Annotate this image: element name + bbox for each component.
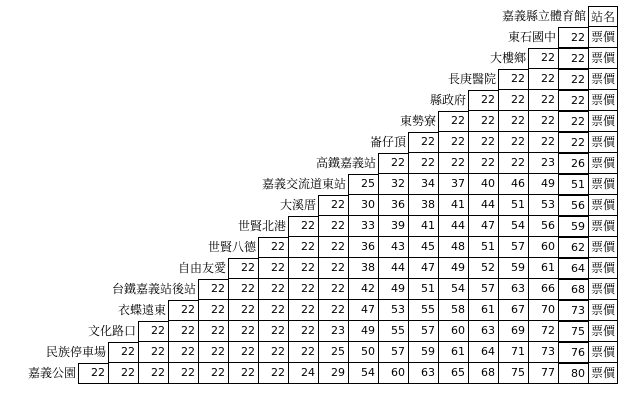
fare-cell: 65	[438, 363, 468, 384]
cell-top-border	[438, 111, 468, 112]
station-name: 高鐵嘉義站	[315, 156, 376, 170]
station-name: 東勢寮	[399, 114, 436, 128]
cell-top-border	[78, 363, 108, 364]
fare-cell: 22	[258, 237, 288, 258]
fare-cell: 25	[318, 342, 348, 363]
fare-cell: 22	[498, 132, 528, 153]
fare-cell: 61	[438, 342, 468, 363]
fare-cell: 22	[558, 111, 588, 132]
fare-cell: 22	[558, 48, 588, 69]
fare-cell: 22	[438, 153, 468, 174]
fare-cell: 49	[378, 279, 408, 300]
fare-cell: 51	[408, 279, 438, 300]
fare-cell: 75	[558, 321, 588, 342]
row-label: 票價	[588, 111, 618, 132]
cell-top-border	[258, 237, 288, 238]
row-label: 票價	[588, 27, 618, 48]
fare-cell: 22	[498, 90, 528, 111]
fare-cell: 22	[288, 216, 318, 237]
fare-cell: 22	[318, 237, 348, 258]
fare-cell: 22	[288, 300, 318, 321]
fare-cell: 22	[258, 321, 288, 342]
fare-cell: 22	[468, 153, 498, 174]
cell-top-border	[168, 300, 198, 301]
fare-cell: 62	[558, 237, 588, 258]
cell-top-border	[318, 195, 348, 196]
fare-cell: 22	[198, 363, 228, 384]
station-name: 台鐵嘉義站後站	[111, 282, 196, 296]
fare-cell: 22	[78, 363, 108, 384]
fare-cell: 22	[318, 216, 348, 237]
fare-cell: 29	[318, 363, 348, 384]
fare-cell: 22	[558, 27, 588, 48]
row-label: 票價	[588, 69, 618, 90]
row-label: 票價	[588, 90, 618, 111]
fare-cell: 25	[348, 174, 378, 195]
fare-cell: 22	[318, 279, 348, 300]
fare-cell: 40	[468, 174, 498, 195]
fare-cell: 67	[498, 300, 528, 321]
fare-cell: 22	[198, 342, 228, 363]
fare-cell: 57	[408, 321, 438, 342]
fare-cell: 49	[528, 174, 558, 195]
row-label: 票價	[588, 363, 618, 384]
fare-cell: 44	[468, 195, 498, 216]
fare-cell: 22	[228, 300, 258, 321]
fare-cell: 22	[288, 237, 318, 258]
fare-cell: 57	[378, 342, 408, 363]
fare-cell: 23	[528, 153, 558, 174]
fare-cell: 61	[528, 258, 558, 279]
fare-cell: 66	[528, 279, 558, 300]
fare-cell: 34	[408, 174, 438, 195]
station-name: 崙仔頂	[369, 135, 406, 149]
fare-cell: 33	[348, 216, 378, 237]
cell-top-border	[468, 90, 498, 91]
fare-cell: 22	[288, 342, 318, 363]
fare-cell: 24	[288, 363, 318, 384]
row-label: 票價	[588, 258, 618, 279]
fare-cell: 72	[528, 321, 558, 342]
station-name: 嘉義縣立體育館	[501, 9, 586, 23]
fare-cell: 80	[558, 363, 588, 384]
fare-cell: 22	[228, 342, 258, 363]
fare-cell: 73	[528, 342, 558, 363]
fare-cell: 51	[498, 195, 528, 216]
fare-cell: 22	[258, 279, 288, 300]
row-label: 票價	[588, 132, 618, 153]
fare-cell: 22	[198, 321, 228, 342]
fare-cell: 54	[498, 216, 528, 237]
cell-top-border	[408, 132, 438, 133]
fare-cell: 22	[528, 111, 558, 132]
fare-cell: 22	[528, 69, 558, 90]
fare-cell: 71	[498, 342, 528, 363]
fare-cell: 76	[558, 342, 588, 363]
station-name: 大溪厝	[279, 198, 316, 212]
row-label: 票價	[588, 153, 618, 174]
row-label: 票價	[588, 174, 618, 195]
fare-cell: 22	[228, 363, 258, 384]
fare-cell: 22	[108, 342, 138, 363]
fare-cell: 60	[438, 321, 468, 342]
row-label: 票價	[588, 195, 618, 216]
station-name: 縣政府	[429, 93, 466, 107]
fare-cell: 22	[558, 90, 588, 111]
fare-cell: 38	[348, 258, 378, 279]
fare-cell: 22	[558, 69, 588, 90]
fare-cell: 38	[408, 195, 438, 216]
fare-cell: 30	[348, 195, 378, 216]
cell-top-border	[558, 27, 588, 28]
fare-cell: 22	[168, 300, 198, 321]
fare-cell: 22	[468, 111, 498, 132]
fare-cell: 22	[258, 300, 288, 321]
fare-cell: 69	[498, 321, 528, 342]
fare-cell: 22	[498, 153, 528, 174]
fare-cell: 63	[408, 363, 438, 384]
fare-cell: 73	[558, 300, 588, 321]
fare-cell: 51	[468, 237, 498, 258]
fare-cell: 68	[558, 279, 588, 300]
fare-cell: 59	[498, 258, 528, 279]
fare-cell: 68	[468, 363, 498, 384]
fare-cell: 53	[378, 300, 408, 321]
fare-cell: 22	[228, 321, 258, 342]
fare-cell: 22	[288, 279, 318, 300]
station-name: 自由友愛	[177, 261, 226, 275]
fare-cell: 26	[558, 153, 588, 174]
fare-cell: 44	[378, 258, 408, 279]
row-label: 票價	[588, 237, 618, 258]
fare-cell: 22	[198, 279, 228, 300]
fare-cell: 54	[438, 279, 468, 300]
fare-cell: 22	[288, 321, 318, 342]
fare-cell: 60	[378, 363, 408, 384]
fare-cell: 22	[228, 279, 258, 300]
fare-cell: 55	[378, 321, 408, 342]
fare-cell: 36	[378, 195, 408, 216]
fare-cell: 22	[438, 111, 468, 132]
fare-cell: 75	[498, 363, 528, 384]
fare-cell: 43	[378, 237, 408, 258]
fare-cell: 22	[138, 342, 168, 363]
station-name: 文化路口	[87, 324, 136, 338]
fare-cell: 22	[378, 153, 408, 174]
fare-cell: 22	[318, 258, 348, 279]
row-label: 票價	[588, 321, 618, 342]
row-label: 票價	[588, 216, 618, 237]
cell-top-border	[288, 216, 318, 217]
fare-cell: 22	[288, 258, 318, 279]
fare-cell: 22	[228, 258, 258, 279]
fare-cell: 45	[408, 237, 438, 258]
fare-cell: 59	[558, 216, 588, 237]
fare-cell: 22	[438, 132, 468, 153]
station-name: 世賢北港	[237, 219, 286, 233]
station-name: 東石國中	[507, 30, 556, 44]
fare-cell: 46	[498, 174, 528, 195]
fare-cell: 22	[198, 300, 228, 321]
fare-cell: 22	[138, 363, 168, 384]
fare-cell: 22	[168, 363, 198, 384]
fare-cell: 22	[468, 132, 498, 153]
fare-cell: 55	[408, 300, 438, 321]
fare-cell: 42	[348, 279, 378, 300]
cell-top-border	[138, 321, 168, 322]
fare-cell: 22	[258, 342, 288, 363]
fare-cell: 37	[438, 174, 468, 195]
fare-cell: 41	[408, 216, 438, 237]
fare-cell: 51	[558, 174, 588, 195]
fare-cell: 64	[558, 258, 588, 279]
fare-cell: 70	[528, 300, 558, 321]
station-name: 世賢八德	[207, 240, 256, 254]
station-name: 大樓鄉	[489, 51, 526, 65]
fare-cell: 49	[348, 321, 378, 342]
fare-cell: 44	[438, 216, 468, 237]
fare-cell: 77	[528, 363, 558, 384]
cell-top-border	[528, 48, 558, 49]
station-name: 衣蝶遠東	[117, 303, 166, 317]
fare-cell: 48	[438, 237, 468, 258]
fare-cell: 22	[528, 90, 558, 111]
fare-cell: 64	[468, 342, 498, 363]
fare-cell: 22	[168, 321, 198, 342]
fare-cell: 57	[498, 237, 528, 258]
fare-cell: 22	[528, 48, 558, 69]
fare-cell: 36	[348, 237, 378, 258]
fare-cell: 22	[468, 90, 498, 111]
fare-cell: 39	[378, 216, 408, 237]
fare-cell: 22	[408, 132, 438, 153]
fare-cell: 22	[528, 132, 558, 153]
fare-cell: 59	[408, 342, 438, 363]
fare-cell: 47	[468, 216, 498, 237]
cell-top-border	[228, 258, 258, 259]
fare-cell: 56	[528, 216, 558, 237]
station-name: 嘉義交流道東站	[261, 177, 346, 191]
fare-cell: 22	[498, 69, 528, 90]
fare-cell: 53	[528, 195, 558, 216]
row-label: 票價	[588, 300, 618, 321]
fare-cell: 22	[408, 153, 438, 174]
fare-cell: 52	[468, 258, 498, 279]
station-name: 嘉義公園	[27, 366, 76, 380]
row-label: 票價	[588, 48, 618, 69]
fare-cell: 54	[348, 363, 378, 384]
fare-cell: 63	[498, 279, 528, 300]
cell-top-border	[378, 153, 408, 154]
row-label: 票價	[588, 279, 618, 300]
fare-cell: 22	[258, 258, 288, 279]
fare-cell: 22	[318, 300, 348, 321]
fare-cell: 60	[528, 237, 558, 258]
fare-cell: 58	[438, 300, 468, 321]
cell-top-border	[108, 342, 138, 343]
fare-cell: 47	[348, 300, 378, 321]
cell-top-border	[198, 279, 228, 280]
row-label: 票價	[588, 342, 618, 363]
fare-cell: 47	[408, 258, 438, 279]
fare-cell: 61	[468, 300, 498, 321]
header-label: 站名	[588, 6, 618, 27]
fare-cell: 22	[108, 363, 138, 384]
cell-top-border	[348, 174, 378, 175]
fare-cell: 22	[138, 321, 168, 342]
fare-cell: 22	[498, 111, 528, 132]
cell-top-border	[498, 69, 528, 70]
fare-cell: 63	[468, 321, 498, 342]
fare-cell: 22	[318, 195, 348, 216]
fare-cell: 50	[348, 342, 378, 363]
fare-cell: 56	[558, 195, 588, 216]
fare-cell: 49	[438, 258, 468, 279]
fare-cell: 22	[168, 342, 198, 363]
fare-cell: 22	[558, 132, 588, 153]
fare-cell: 22	[258, 363, 288, 384]
fare-cell: 41	[438, 195, 468, 216]
fare-cell: 23	[318, 321, 348, 342]
station-name: 長庚醫院	[447, 72, 496, 86]
fare-cell: 57	[468, 279, 498, 300]
station-name: 民族停車場	[45, 345, 106, 359]
fare-cell: 32	[378, 174, 408, 195]
